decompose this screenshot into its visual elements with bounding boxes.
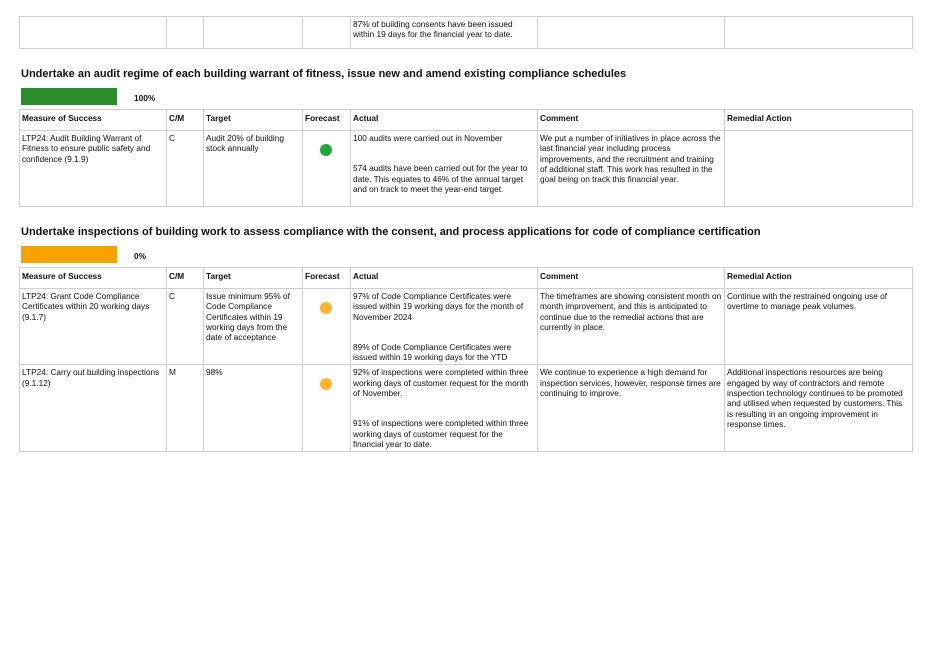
remedial-cell: Additional inspections resources are being engaged by way of contractors and remote inspection technology continues to be promoted and utilised when requested by customers. This is resulting in an ongoing improvement in response times. [725, 365, 913, 452]
col-header-actual: Actual [351, 110, 538, 131]
actual-cell: 87% of building consents have been issued within 19 days for the financial year to date. [351, 17, 538, 49]
cm-cell: C [167, 131, 204, 207]
col-header-forecast: Forecast [303, 268, 351, 289]
comment-cell: We continue to experience a high demand for inspection services, however, response times are continuing to improve. [538, 365, 725, 452]
measures-table [19, 267, 913, 452]
measures-table [19, 109, 913, 207]
col-header-forecast: Forecast [303, 110, 351, 131]
actual-month-text: 100 audits were carried out in November [353, 133, 503, 143]
comment-cell: The timeframes are showing consistent month on month improvement, and this is anticipated to continue due to the remedial actions that are currently in place. [538, 289, 725, 365]
remedial-cell [725, 131, 913, 207]
table-row [20, 17, 913, 49]
actual-cell [351, 365, 538, 452]
forecast-cell [303, 17, 351, 49]
top-continuation-table [19, 16, 913, 49]
target-cell: Audit 20% of building stock annually [204, 131, 303, 207]
measure-cell: LTP24: Grant Code Compliance Certificates within 20 working days (9.1.7) [20, 289, 167, 365]
comment-cell: We put a number of initiatives in place across the last financial year including process improvements, and the recruitment and training of additional staff. This work has resulted in the goal being on track this financial year. [538, 131, 725, 207]
remedial-cell [725, 17, 913, 49]
actual-cell [351, 289, 538, 365]
actual-ytd-text: 91% of inspections were completed within three working days of customer request for the financial year to date. [353, 418, 529, 449]
forecast-cell [303, 365, 351, 452]
forecast-status-dot [320, 378, 332, 390]
measure-cell: LTP24: Carry out building inspections (9.1.12) [20, 365, 167, 452]
table-row [20, 131, 913, 207]
cm-cell: C [167, 289, 204, 365]
col-header-actual: Actual [351, 268, 538, 289]
section-title: Undertake an audit regime of each building warrant of fitness, issue new and amend existing compliance schedules [21, 68, 627, 80]
col-header-cm: C/M [167, 268, 204, 289]
col-header-measure: Measure of Success [20, 268, 167, 289]
col-header-target: Target [204, 268, 303, 289]
forecast-status-dot [320, 302, 332, 314]
remedial-cell: Continue with the restrained ongoing use of overtime to manage peak volumes. [725, 289, 913, 365]
actual-month-text: 92% of inspections were completed within three working days of customer request for the month of November. [353, 367, 529, 399]
col-header-comment: Comment [538, 110, 725, 131]
actual-ytd-text: 574 audits have been carried out for the year to date. This equates to 46% of the annual target and on track to meet the year-end target. [353, 163, 528, 194]
target-cell: Issue minimum 95% of Code Compliance Certificates within 19 working days from the date of acceptance [204, 289, 303, 365]
progress-label: 100% [134, 93, 156, 103]
forecast-status-dot [320, 144, 332, 156]
actual-month-text: 97% of Code Compliance Certificates were issued within 19 working days for the month of November 2024 [353, 291, 524, 322]
col-header-measure: Measure of Success [20, 110, 167, 131]
progress-bar [21, 88, 117, 105]
forecast-cell [303, 131, 351, 207]
actual-ytd-text: 89% of Code Compliance Certificates were issued within 19 working days for the YTD [353, 341, 512, 363]
col-header-target: Target [204, 110, 303, 131]
cm-cell: M [167, 365, 204, 452]
col-header-remedial: Remedial Action [725, 110, 913, 131]
measure-cell [20, 17, 167, 49]
forecast-cell [303, 289, 351, 365]
cm-cell [167, 17, 204, 49]
col-header-cm: C/M [167, 110, 204, 131]
progress-label: 0% [134, 251, 146, 261]
progress-bar [21, 246, 117, 263]
table-row [20, 289, 913, 365]
target-cell [204, 17, 303, 49]
section-title: Undertake inspections of building work to assess compliance with the consent, and process applications for code of compliance certification [21, 226, 761, 238]
col-header-comment: Comment [538, 268, 725, 289]
target-cell: 98% [204, 365, 303, 452]
table-row [20, 365, 913, 452]
header-row [20, 268, 913, 289]
col-header-remedial: Remedial Action [725, 268, 913, 289]
actual-cell [351, 131, 538, 207]
measure-cell: LTP24: Audit Building Warrant of Fitness to ensure public safety and confidence (9.1.9) [20, 131, 167, 207]
comment-cell [538, 17, 725, 49]
header-row [20, 110, 913, 131]
